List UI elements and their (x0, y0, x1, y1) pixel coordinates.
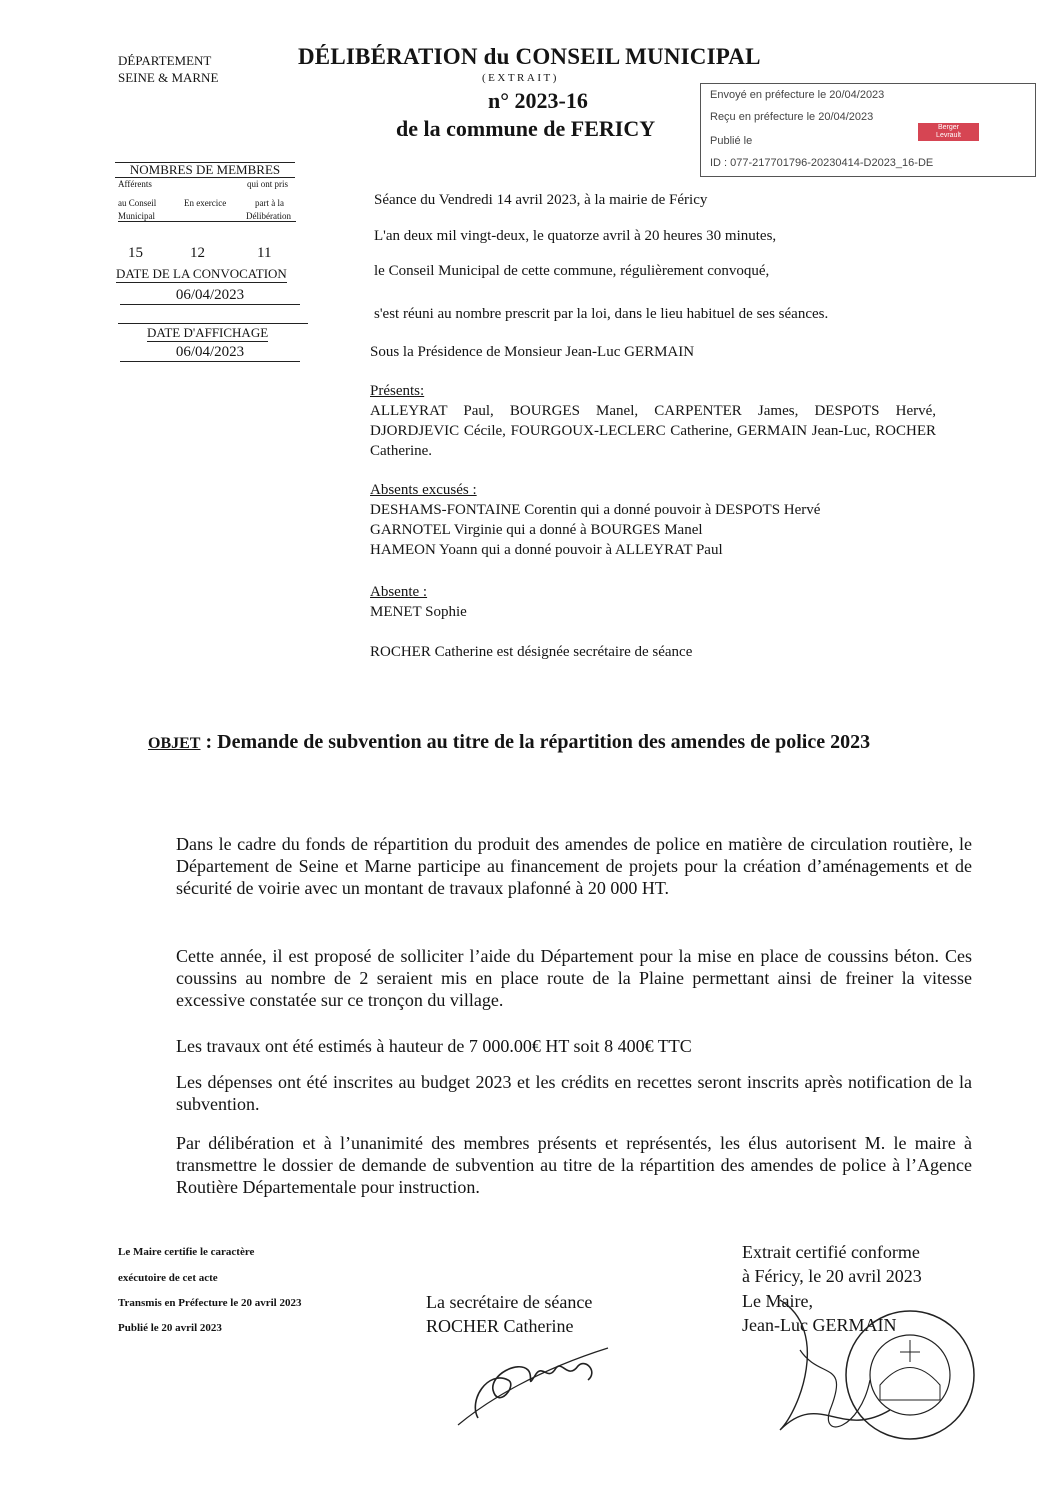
objet-label: OBJET (148, 735, 201, 752)
maire-name: Jean-Luc GERMAIN (742, 1315, 897, 1335)
extrait-line-2: à Féricy, le 20 avril 2023 (742, 1266, 922, 1286)
extrait-label: (EXTRAIT) (482, 72, 559, 84)
secretaire-signature (448, 1330, 618, 1430)
presents-list: ALLEYRAT Paul, BOURGES Manel, CARPENTER James, DESPOTS Hervé, DJORDJEVIC Cécile, FOURGOUX-LECLERC Catherine, GERMAIN Jean-Luc, ROCHER Catherine. (370, 403, 936, 459)
department-block (118, 52, 218, 86)
col-municipal-label: Municipal (118, 211, 155, 221)
col-exercice-label: En exercice (184, 198, 227, 208)
membres-title: NOMBRES DE MEMBRES (115, 162, 295, 178)
department-line1: DÉPARTEMENT (118, 53, 212, 68)
objet-colon: : (200, 731, 218, 753)
membres-exercice: 12 (190, 245, 205, 261)
absents-excuses-block (370, 480, 970, 560)
stamp-recu: Reçu en préfecture le 20/04/2023 (710, 111, 874, 123)
objet-text: Demande de subvention au titre de la répartition des amendes de police 2023 (217, 731, 871, 753)
absent-excuse-2: GARNOTEL Virginie qui a donné à BOURGES Manel (370, 522, 703, 538)
convocation-date: 06/04/2023 (120, 287, 300, 305)
presents-block (370, 381, 936, 461)
deliberation-number: n° 2023-16 (488, 88, 588, 113)
membres-votants: 11 (257, 245, 272, 261)
absente-name: MENET Sophie (370, 604, 467, 620)
seance-line-2: L'an deux mil vingt-deux, le quatorze avril à 20 heures 30 minutes, (374, 228, 777, 244)
absente-block (370, 582, 467, 622)
absents-excuses-label: Absents excusés : (370, 482, 477, 498)
body-paragraph-2: Cette année, il est proposé de solliciter l’aide du Département pour la mise en place de coussins béton. Ces coussins au nombre de 2 seraient mis en place route de la Plaine permettant ainsi de freiner la vitesse excessive constatée sur ce tronçon du village. (176, 946, 972, 1010)
certif-line-3: Transmis en Préfecture le 20 avril 2023 (118, 1297, 302, 1309)
body-paragraph-5: Par délibération et à l’unanimité des membres présents et représentés, les élus autorisent M. le maire à transmettre le dossier de demande de subvention au titre de la répartition des amendes de police à l’Agence Routière Départementale pour instruction. (176, 1133, 972, 1197)
stamp-publie: Publié le (710, 135, 753, 147)
certif-line-2: exécutoire de cet acte (118, 1272, 218, 1284)
commune-name: de la commune de FERICY (396, 116, 656, 141)
berger-levrault-logo: Berger Levrault (918, 123, 979, 141)
membres-afferents: 15 (128, 245, 143, 261)
body-paragraph-1: Dans le cadre du fonds de répartition du produit des amendes de police en matière de circulation routière, le Département de Seine et Marne participe au financement de projets pour la création d’aménagements et de sécurité de voirie avec un montant de travaux plafonné à 20 000 HT. (176, 834, 972, 898)
absente-label: Absente : (370, 584, 428, 600)
extrait-line-1: Extrait certifié conforme (742, 1242, 920, 1262)
seance-line-3: le Conseil Municipal de cette commune, régulièrement convoqué, (374, 263, 770, 279)
certif-line-4: Publié le 20 avril 2023 (118, 1322, 222, 1334)
secretaire-name: ROCHER Catherine (426, 1316, 574, 1336)
col-deliberation-label: Délibération (246, 211, 291, 221)
col-afferents-label: Afférents (118, 179, 152, 189)
affichage-date: 06/04/2023 (120, 344, 300, 362)
stamp-envoye: Envoyé en préfecture le 20/04/2023 (710, 89, 885, 101)
maire-title: Le Maire, (742, 1291, 813, 1311)
prefecture-stamp (700, 83, 1036, 177)
col-votants-label-b: part à la (255, 198, 284, 208)
document-title: DÉLIBÉRATION du CONSEIL MUNICIPAL (298, 44, 761, 69)
body-paragraph-3: Les travaux ont été estimés à hauteur de 7 000.00€ HT soit 8 400€ TTC (176, 1036, 692, 1056)
seance-line-4: s'est réuni au nombre prescrit par la loi, dans le lieu habituel de ses séances. (374, 306, 829, 322)
mairie-seal (760, 1290, 990, 1470)
col-conseil-label: au Conseil (118, 198, 157, 208)
objet-block (148, 728, 928, 758)
seance-line-5: Sous la Présidence de Monsieur Jean-Luc GERMAIN (370, 344, 695, 360)
affichage-label: DATE D'AFFICHAGE (147, 325, 269, 340)
absent-excuse-1: DESHAMS-FONTAINE Corentin qui a donné pouvoir à DESPOTS Hervé (370, 502, 821, 518)
secretaire-designation: ROCHER Catherine est désignée secrétaire de séance (370, 644, 693, 660)
membres-sub-row (118, 211, 296, 222)
secretaire-title: La secrétaire de séance (426, 1292, 593, 1312)
body-paragraph-4: Les dépenses ont été inscrites au budget 2023 et les crédits en recettes seront inscrits après notification de la subvention. (176, 1072, 972, 1114)
department-line2: SEINE & MARNE (118, 70, 219, 85)
convocation-label: DATE DE LA CONVOCATION (116, 266, 287, 281)
col-votants-label-a: qui ont pris (247, 179, 289, 189)
stamp-id: ID : 077-217701796-20230414-D2023_16-DE (710, 157, 934, 169)
divider (118, 323, 308, 324)
seance-line-1: Séance du Vendredi 14 avril 2023, à la mairie de Féricy (374, 192, 708, 208)
presents-label: Présents: (370, 383, 425, 399)
absent-excuse-3: HAMEON Yoann qui a donné pouvoir à ALLEYRAT Paul (370, 542, 723, 558)
certif-line-1: Le Maire certifie le caractère (118, 1246, 255, 1258)
